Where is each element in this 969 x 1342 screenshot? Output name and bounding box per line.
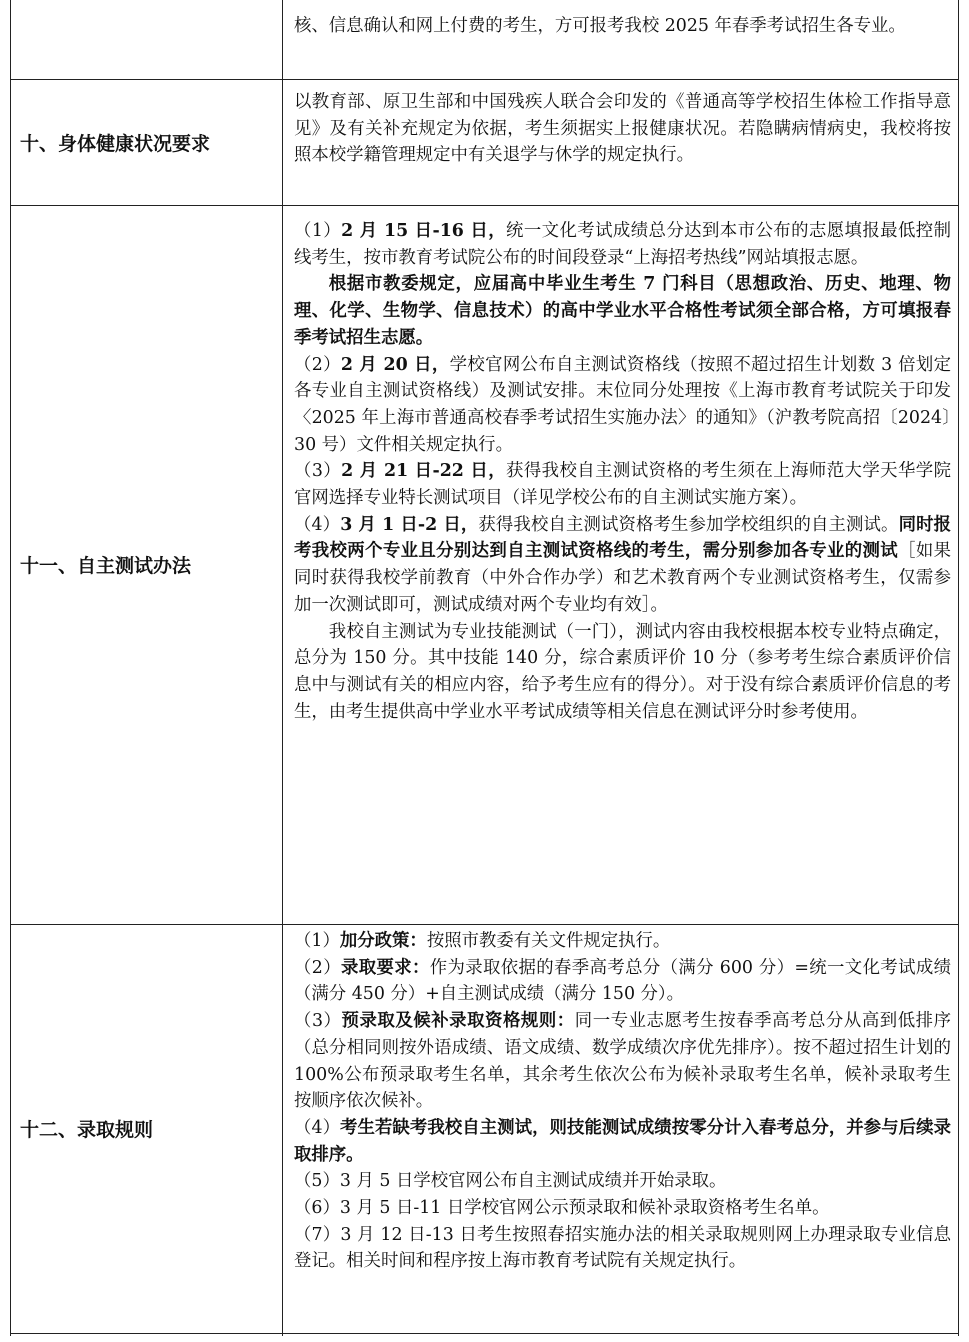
text: 以教育部、原卫生部和中国残疾人联合会印发的《普通高等学校招生体检工作指导意见》及有关补充规定为依据，考生须据实上报健康状况。若隐瞒病情病史，我校将按照本校学籍管理规定中有关退学与休学的规定执行。 [294,92,951,166]
text: 作为录取依据的春季高考总分（满分 600 分）=统一文化考试成绩（满分 450 分）+自主测试成绩（满分 150 分）。 [294,957,951,1005]
paragraph [294,271,951,351]
text: 核、信息确认和网上付费的考生，方可报考我校 2025 年春季考试招生各专业。 [294,16,906,36]
text: （2） [294,957,341,978]
text: （7）3 月 12 日-13 日考生按照春招实施办法的相关录取规则网上办理录取专业信息登记。相关时间和程序按上海市教育考试院有关规定执行。 [294,1224,951,1272]
paragraph [294,1195,951,1222]
row-label-continuation [10,0,282,79]
paragraph [294,1168,951,1195]
paragraph [294,352,951,459]
text: （5）3 月 5 日学校官网公布自主测试成绩并开始录取。 [294,1171,727,1192]
text: （1） [294,931,340,951]
text: 我校自主测试为专业技能测试（一门），测试内容由我校根据本校专业特点确定，总分为 150 分。其中技能 140 分，综合素质评价 10 分（参考考生综合素质评价信息中与测试有关的相应内容，给予考生应有的得分）。对于没有综合素质评价信息的考生，由考生提供高中学业水平考试成绩等相关信息在测试评分时参考使用。 [294,621,951,722]
text: 获得我校自主测试资格的考生须在上海师范大学天华学院官网选择专业特长测试项目（详见学校公布的自主测试实施方案）。 [294,461,951,509]
paragraph [294,955,951,1008]
paragraph [294,512,951,619]
admission-rules-table [10,0,959,1336]
row-label-admission-rules: 十二、录取规则 [20,1119,154,1141]
bold-text: 根据市教委规定，应届高中毕业生考生 7 门科目（思想政治、历史、地理、物理、化学、生物学、信息技术）的高中学业水平合格性考试须全部合格，方可填报春季考试招生志愿。 [294,274,951,348]
row-label-self-test-method: 十一、自主测试办法 [20,555,192,577]
text: （2） [294,354,341,375]
text: （6）3 月 5 日-11 日学校官网公示预录取和候补录取资格考生名单。 [294,1198,830,1219]
bold-text: 同时报考我校两个专业且分别达到自主测试资格线的考生，需分别参加各专业的测试 [294,514,951,562]
text: 获得我校自主测试资格考生参加学校组织的自主测试。 [478,514,899,535]
bold-text: 加分政策： [339,931,427,951]
text: 同一专业志愿考生按春季高考总分从高到低排序（总分相同则按外语成绩、语文成绩、数学成绩次序优先排序）。按不超过招生计划的 100%公布预录取考生名单，其余考生依次公布为候补录取考生名单，候补录取考生按顺序依次候补。 [294,1011,951,1112]
paragraph [294,619,951,726]
bold-text: 考生若缺考我校自主测试，则技能测试成绩按零分计入春考总分，并参与后续录取排序。 [294,1117,951,1165]
text: 按照市教委有关文件规定执行。 [426,931,671,951]
table-border-bottom [10,1333,959,1334]
paragraph [294,1008,951,1115]
paragraph [294,89,951,169]
row-content-self-test-method [284,218,959,725]
table-column-divider [282,0,283,1336]
row-content-continuation [284,13,959,40]
paragraph [294,458,951,511]
text: （3） [294,461,342,482]
text: 统一文化考试成绩总分达到本市公布的志愿填报最低控制线考生，按市教育考试院公布的时间段登录“上海招考热线”网站填报志愿。 [294,221,951,268]
bold-text: 2 月 15 日-16 日， [341,221,507,241]
text: （1） [294,221,342,241]
paragraph [294,1222,951,1275]
text: （4） [294,514,341,535]
bold-text: 3 月 1 日-2 日， [340,514,479,535]
paragraph [294,1115,951,1168]
text: 学校官网公布自主测试资格线（按照不超过招生计划数 3 倍划定各专业自主测试资格线）及测试安排。末位同分处理按《上海市教育考试院关于印发〈2025 年上海市普通高校春季考试招生实施办法〉的通知》（沪教考院高招〔2024〕30 号）文件相关规定执行。 [294,354,951,455]
row-content-admission-rules [284,928,959,1275]
bold-text: 2 月 20 日， [340,354,450,375]
text: （3） [294,1011,342,1032]
row-label-health-requirements: 十、身体健康状况要求 [20,132,211,155]
paragraph [294,13,951,40]
bold-text: 录取要求： [340,957,430,978]
bold-text: 2 月 21 日-22 日， [341,461,507,482]
bold-text: 预录取及候补录取资格规则： [341,1011,575,1032]
paragraph [294,218,951,271]
paragraph [294,928,951,955]
text: （4） [294,1117,341,1138]
row-content-health-requirements [284,89,959,169]
text: ［如果同时获得我校学前教育（中外合作办学）和艺术教育两个专业测试资格考生，仅需参加一次测试即可，测试成绩对两个专业均有效］。 [294,541,951,615]
